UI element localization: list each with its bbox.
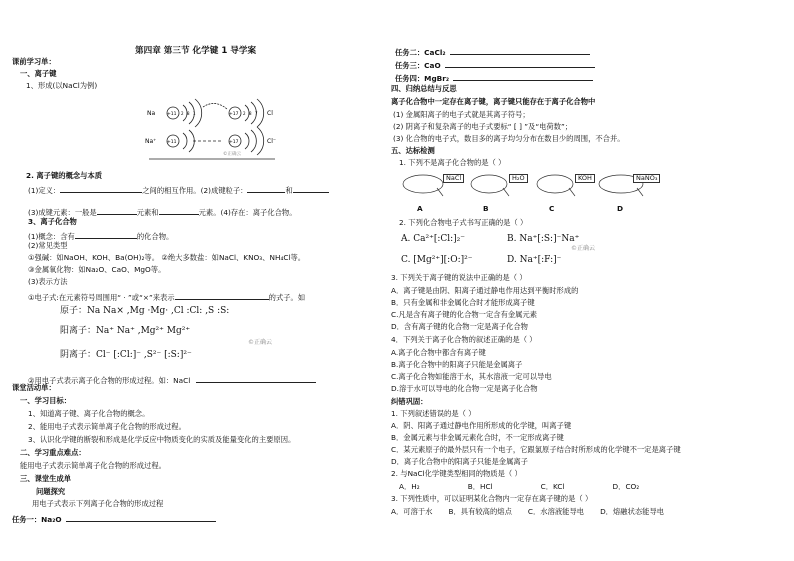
rule-2: (2) 阴离子和复杂离子的电子式要标“ [ ] ”及“电荷数”； [393, 122, 573, 131]
na-shell-1: 2 [181, 111, 184, 116]
fix-question-3: 3. 下列性质中，可以证明某化合物内一定存在离子键的是（ ） [391, 494, 593, 503]
elements-line: (3)成键元素：一般是 元素和 元素。(4)存在：离子化合物。 [28, 208, 297, 217]
blank-nacl-process[interactable] [196, 374, 316, 383]
blank-task-4[interactable] [453, 72, 593, 81]
fix-q2-options [399, 483, 639, 491]
correction-heading: 纠错巩固： [391, 397, 428, 406]
fix-q3-option-c[interactable]: C．水溶液能导电 [527, 507, 585, 516]
fix-q1-option-a[interactable]: A．阴、阳离子通过静电作用所形成的化学键，叫离子键 [391, 421, 572, 430]
electron-formula-def: ①电子式:在元素符号周围用“ · ”或“×”来表示 的式子。如 [28, 293, 306, 302]
cl-nucleus: +17 [229, 112, 239, 117]
question-2: 2. 下列化合物电子式书写正确的是（ ） [399, 218, 528, 227]
na-ion-nucleus: +11 [167, 140, 177, 145]
q1-box-b: H₂O [509, 174, 528, 183]
fix-q3-options [391, 508, 664, 516]
common-types: (2)常见类型 [28, 241, 68, 250]
watermark: ©正确云 [223, 152, 241, 157]
na-ion-label: Na⁺ [145, 138, 157, 145]
atoms-example: 原子：Na Na× ,Mg ·Mg· ,Cl :Cl: ,S :S: [60, 306, 230, 316]
cl-ion-label: Cl⁻ [267, 138, 277, 145]
watermark-2: ©正确云 [248, 339, 273, 346]
page-title: 第四章 第三节 化学键 1 导学案 [135, 46, 257, 56]
q1-letter-b[interactable]: B [483, 204, 489, 213]
q3-option-d[interactable]: D．含有离子键的化合物一定是离子化合物 [391, 322, 528, 331]
q4-option-b[interactable]: B.离子化合物中的阳离子只能是金属离子 [391, 360, 523, 369]
task-2: 任务二：CaCl₂ [395, 46, 590, 57]
fix-q2-option-b[interactable]: B．HCl [467, 482, 493, 491]
q2-option-a[interactable]: A. Ca²⁺[:Cl:]₂⁻ [401, 234, 466, 244]
cl-ion-nucleus: +17 [229, 140, 239, 145]
na-atom-label: Na [147, 110, 156, 117]
key-point-1: 能用电子式表示简单离子化合物的形成过程。 [20, 461, 166, 470]
fix-q3-option-a[interactable]: A．可溶于水 [391, 507, 433, 516]
cl-shell-3: 7 [255, 111, 258, 116]
cl-atom-label: Cl [267, 110, 273, 117]
fix-question-1: 1. 下列叙述错误的是（ ） [391, 409, 476, 418]
q4-option-a[interactable]: A.离子化合物中都含有离子键 [391, 348, 486, 357]
q1-letter-d[interactable]: D [617, 204, 624, 213]
q3-option-c[interactable]: C.凡是含有离子键的化合物一定含有金属元素 [391, 310, 538, 319]
section-ionic-bond: 一、离子键 [20, 69, 57, 78]
blank-definition[interactable] [60, 184, 142, 193]
representation: (3)表示方法 [28, 277, 68, 286]
q4-option-c[interactable]: C.离子化合物如能溶于水，其水溶液一定可以导电 [391, 372, 552, 381]
activity-heading: 课堂活动单： [12, 383, 56, 392]
goal-1: 1、知道离子键、离子化合物的概念。 [28, 409, 150, 418]
types-oxides: ③金属氧化物：如Na₂O、CaO、MgO等。 [28, 265, 166, 274]
na-shell-2: 8 [187, 111, 190, 116]
blank-element-1[interactable] [97, 206, 137, 215]
concept-heading: 2. 离子键的概念与本质 [26, 171, 103, 180]
blank-particle-1[interactable] [247, 184, 285, 193]
q1-option-images [399, 172, 659, 204]
blank-particle-2[interactable] [293, 184, 329, 193]
rule-1: (1) 金属阳离子的电子式就是其离子符号； [393, 110, 530, 119]
task-1: 任务一：Na₂O [12, 513, 216, 524]
q1-options [399, 172, 659, 204]
blank-task-2[interactable] [450, 46, 590, 55]
na-shell-3: 1 [193, 111, 196, 116]
blank-task-1[interactable] [66, 513, 216, 522]
na-nucleus: +11 [167, 112, 177, 117]
question-1: 1. 下列不是离子化合物的是（ ） [399, 158, 506, 167]
goal-2: 2、能用电子式表示简单离子化合物的形成过程。 [28, 422, 186, 431]
q1-box-d: NaNO₃ [633, 174, 660, 183]
blank-concept[interactable] [75, 230, 137, 239]
q2-option-c[interactable]: C. [Mg²⁺][:O:]²⁻ [401, 255, 473, 265]
question-3: 3. 下列关于离子键的说法中正确的是（ ） [391, 273, 527, 282]
fix-q1-option-b[interactable]: B．金属元素与非金属元素化合时，不一定形成离子键 [391, 433, 564, 442]
q1-box-a: NaCl [443, 174, 464, 183]
ionic-compound-heading: 3、离子化合物 [28, 217, 77, 226]
question-4: 4．下列关于离子化合物的叙述正确的是（ ） [391, 335, 537, 344]
q1-box-c: KOH [575, 174, 595, 183]
fix-question-2: 2. 与NaCl化学键类型相同的物质是（ ） [391, 469, 522, 478]
cl-shell-2: 8 [249, 111, 252, 116]
fix-q3-option-d[interactable]: D．熔融状态能导电 [600, 507, 665, 516]
q2-option-d[interactable]: D. Na⁺[:F:]⁻ [507, 255, 562, 265]
definition-line: (1)定义： 之间的相互作用。(2)成键粒子： 和 [28, 184, 329, 195]
goal-3: 3、认识化学键的断裂和形成是化学反应中物质变化的实质及能量变化的主要原因。 [28, 435, 296, 444]
formation-process-line: ②用电子式表示离子化合物的形成过程。如：NaCl [28, 374, 316, 385]
fix-q3-option-b[interactable]: B．具有较高的熔点 [448, 507, 512, 516]
ionic-compound-concept: (1)概念：含有 的化合物。 [28, 232, 174, 241]
watermark-3: ©正确云 [571, 245, 596, 252]
blank-task-3[interactable] [445, 59, 595, 68]
inquiry-heading: 问题探究 [36, 487, 66, 496]
cl-shell-1: 2 [243, 111, 246, 116]
types-bases-salts: ①强碱：如NaOH、KOH、Ba(OH)₂等。 ②绝大多数盐：如NaCl、KNO₃、NH₄Cl等。 [28, 253, 306, 262]
fix-q1-option-d[interactable]: D．离子化合物中的阳离子只能是金属离子 [391, 457, 528, 466]
task-4: 任务四：MgBr₂ [395, 72, 593, 83]
left-column [0, 0, 390, 561]
q1-letter-a[interactable]: A [417, 204, 423, 213]
goals-heading: 一、学习目标： [20, 396, 72, 405]
task-3: 任务三：CaO [395, 59, 595, 70]
cations-example: 阳离子：Na⁺ Na⁺ ,Mg²⁺ Mg²⁺ [60, 326, 191, 336]
fix-q2-option-a[interactable]: A．H₂ [399, 482, 420, 491]
q2-option-b[interactable]: B. Na⁺[:S:]⁻Na⁺ [507, 234, 580, 244]
q4-option-d[interactable]: D.溶于水可以导电的化合物一定是离子化合物 [391, 384, 538, 393]
fix-q2-option-c[interactable]: C．KCl [540, 482, 565, 491]
formation-label: 1、形成(以NaCl为例) [26, 81, 98, 90]
key-points-heading: 二、学习重点难点： [20, 448, 86, 457]
assessment-heading: 五、达标检测 [391, 146, 435, 155]
class-generation-heading: 三、课堂生成单 [20, 474, 72, 483]
summary-key: 离子化合物中一定存在离子键，离子键只能存在于离子化合物中 [391, 97, 596, 106]
nacl-formation-diagram [145, 95, 300, 165]
pre-study-heading: 课前学习单： [12, 57, 56, 66]
fix-q1-option-c[interactable]: C．某元素原子的最外层只有一个电子，它跟氯原子结合时所形成的化学键不一定是离子键 [391, 445, 681, 454]
q3-option-b[interactable]: B．只有金属和非金属化合时才能形成离子键 [391, 298, 535, 307]
q3-option-a[interactable]: A．离子键是由阴、阳离子通过静电作用达到平衡时形成的 [391, 286, 579, 295]
blank-electron-formula[interactable] [175, 291, 269, 300]
anions-example: 阴离子：Cl⁻ [:Cl:]⁻ ,S²⁻ [:S:]²⁻ [60, 350, 192, 360]
right-column [391, 0, 794, 561]
summary-heading: 四、归纳总结与反思 [391, 84, 457, 93]
q1-letter-c[interactable]: C [549, 204, 555, 213]
fix-q2-option-d[interactable]: D．CO₂ [612, 482, 640, 491]
blank-element-2[interactable] [159, 206, 199, 215]
rule-3: (3) 化合物的电子式，数目多的离子均匀分布在数目少的周围，不合并。 [393, 134, 625, 143]
inquiry-desc: 用电子式表示下列离子化合物的形成过程 [32, 499, 164, 508]
